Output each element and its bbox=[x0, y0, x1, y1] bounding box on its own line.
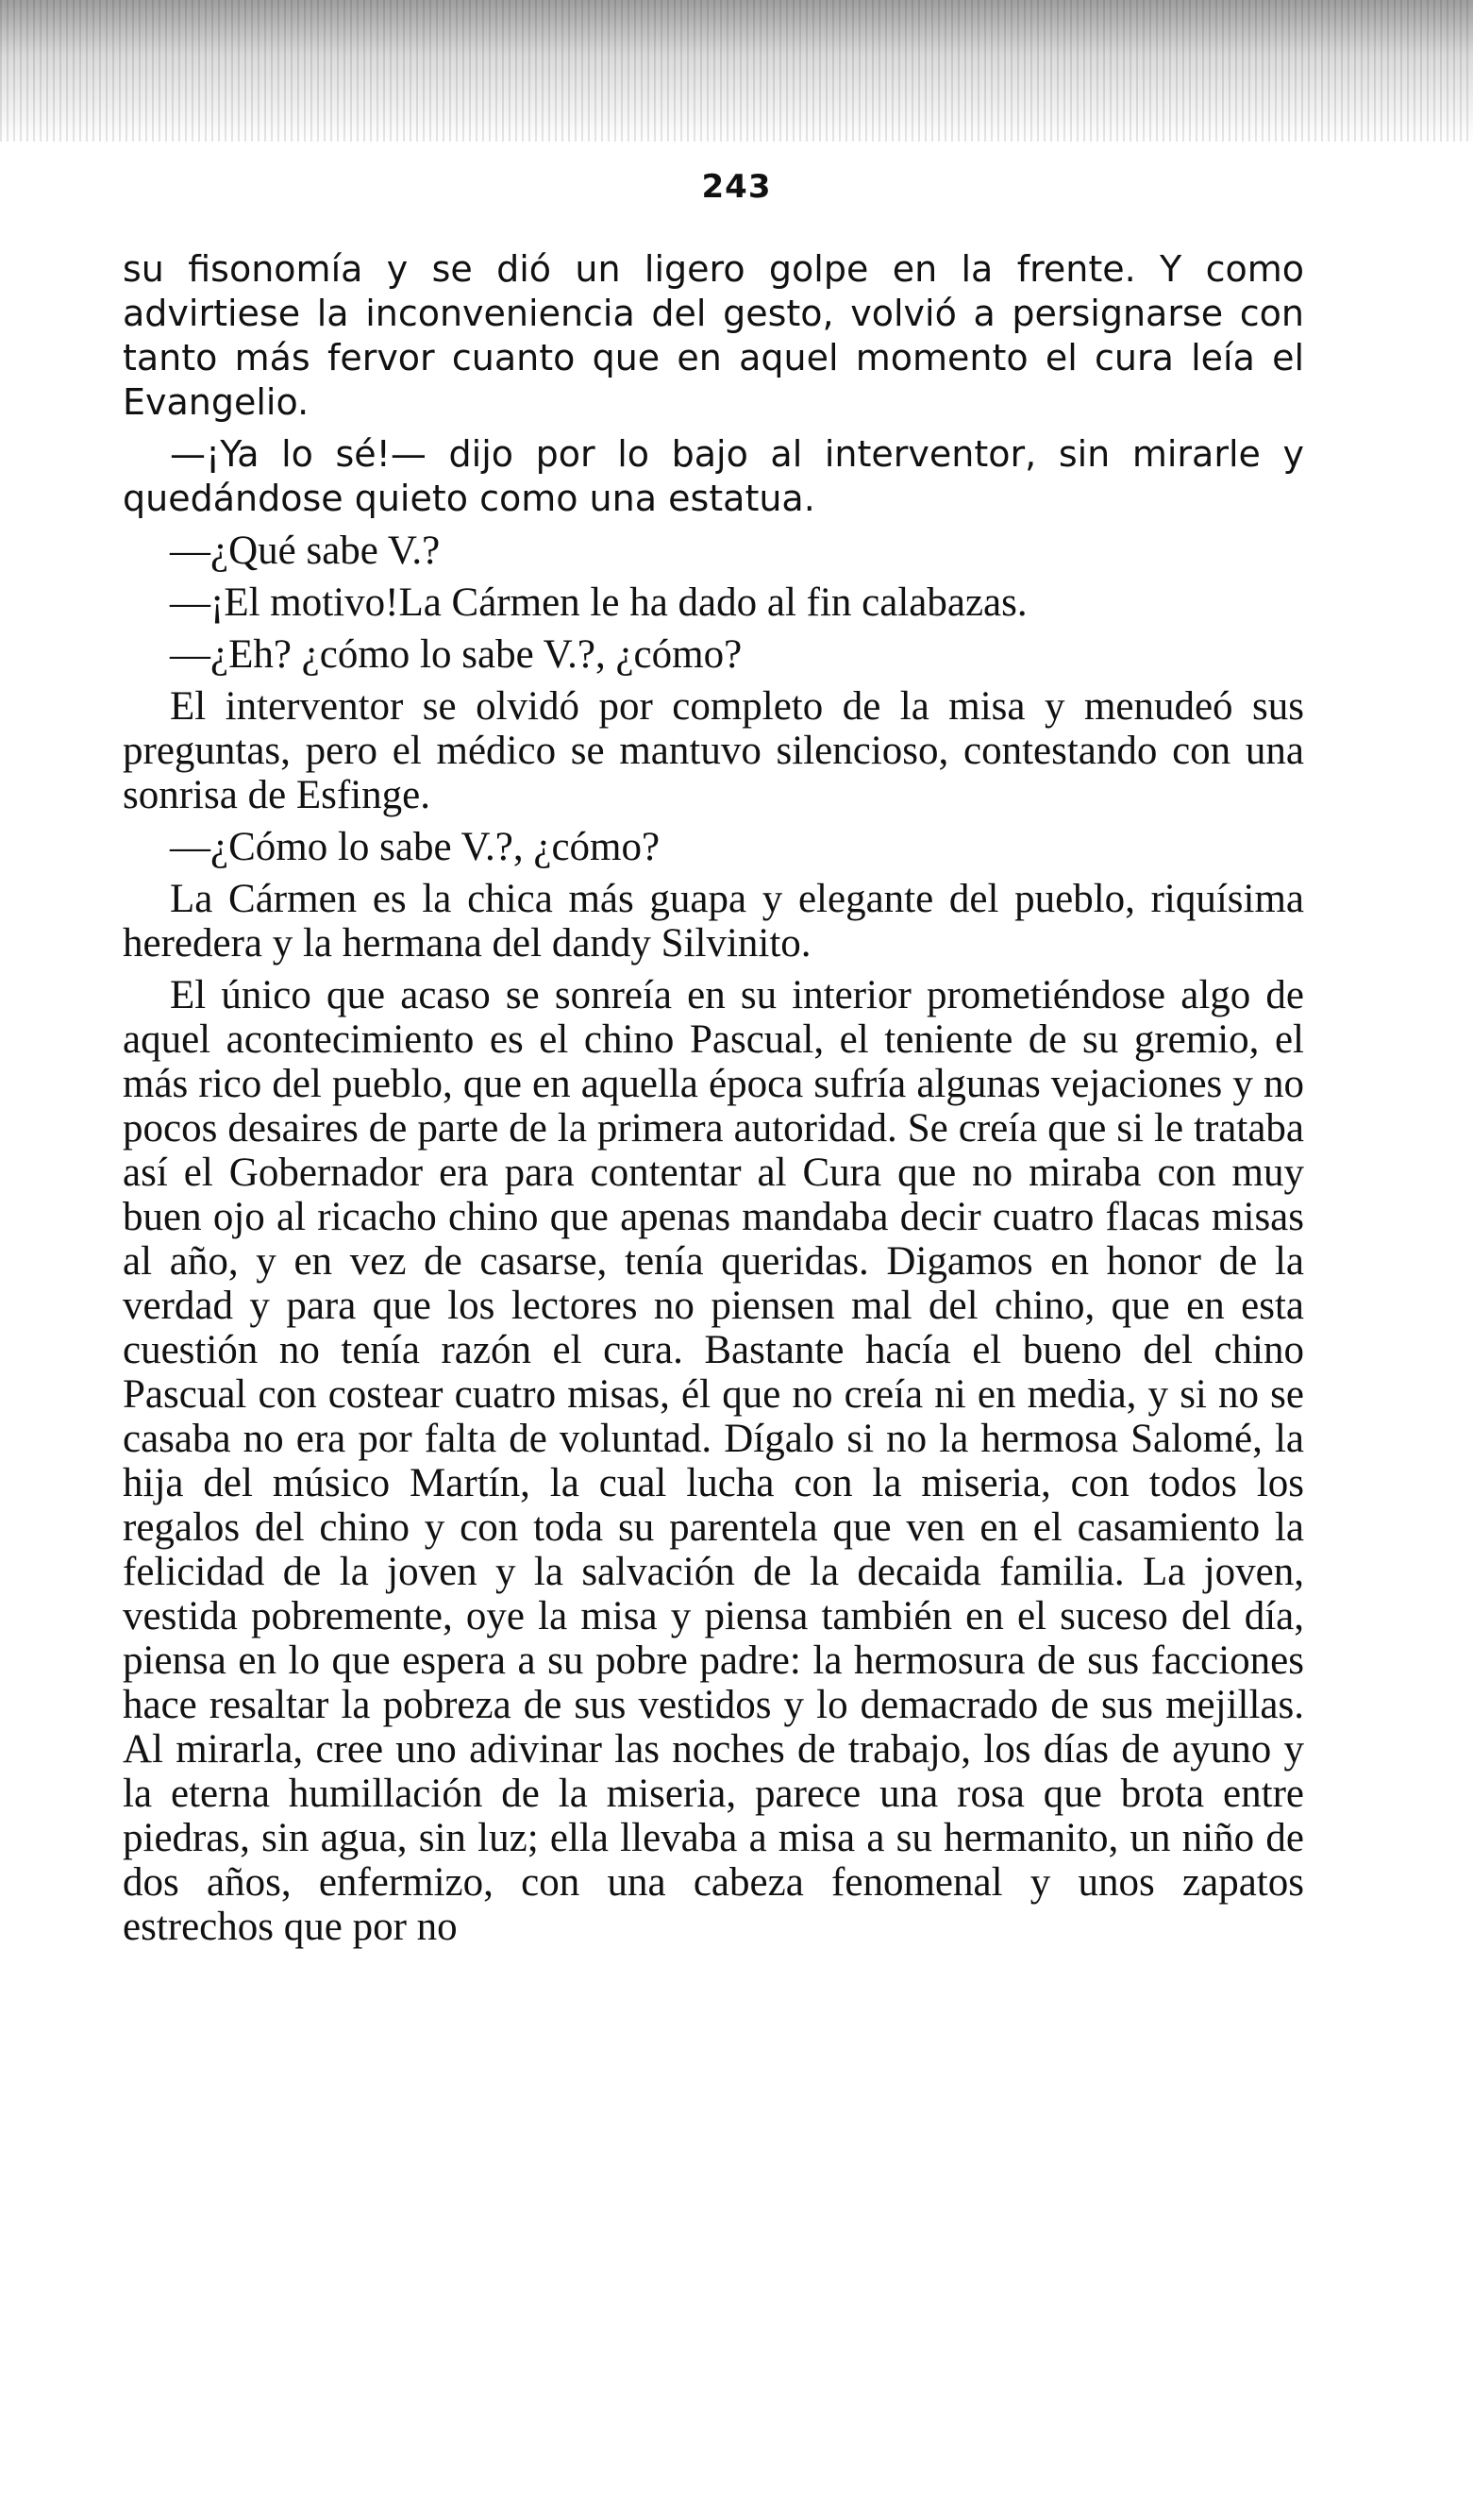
paragraph: —¡El motivo!La Cármen le ha dado al fin calabazas. bbox=[170, 580, 1028, 625]
page-number: 243 bbox=[701, 168, 772, 206]
paragraph: —¿Qué sabe V.? bbox=[170, 529, 441, 573]
paragraph: su fisonomía y se dió un ligero golpe en la frente. Y como advirtiese la inconveniencia del gesto, volvió a persignarse con tanto más fervor cuanto que en aquel momento el cura leía el Evangelio. bbox=[123, 248, 1304, 423]
paragraph: El único que acaso se sonreía en su interior prometiéndose algo de aquel acontecimiento es el chino Pascual, el teniente de su gremio, el más rico del pueblo, que en aquella época sufría algunas vejaciones y no pocos desaires de parte de la primera autoridad. Se creía que si le trataba así el Gobernador era para contentar al Cura que no miraba con muy buen ojo al ricacho chino que apenas mandaba decir cuatro flacas misas al año, y en vez de casarse, tenía queridas. Digamos en honor de la verdad y para que los lectores no piensen mal del chino, que en esta cuestión no tenía razón el cura. Bastante hacía el bueno del chino Pascual con costear cuatro misas, él que no creía ni en media, y si no se casaba no era por falta de voluntad. Dígalo si no la hermosa Salomé, la hija del músico Martín, la cual lucha con la miseria, con todos los regalos del chino y con toda su parentela que ven en el casamiento la felicidad de la joven y la salvación de la decaida familia. La joven, vestida pobremente, oye la misa y piensa también en el suceso del día, piensa en lo que espera a su pobre padre: la hermosura de sus facciones hace resaltar la pobreza de sus vestidos y lo demacrado de sus mejillas. Al mirarla, cree uno adivinar las noches de trabajo, los días de ayuno y la eterna humillación de la miseria, parece una rosa que brota entre piedras, sin agua, sin luz; ella llevaba a misa a su hermanito, un niño de dos años, enfermizo, con una cabeza fenomenal y unos zapatos estrechos que por no bbox=[123, 973, 1304, 1949]
scan-top-edge bbox=[0, 0, 1473, 142]
paragraph: —¡Ya lo sé!— dijo por lo bajo al interventor, sin mirarle y quedándose quieto como una estatua. bbox=[123, 433, 1304, 519]
paragraph: El interventor se olvidó por completo de la misa y menudeó sus preguntas, pero el médico se mantuvo silencioso, contestando con una sonrisa de Esfinge. bbox=[123, 684, 1304, 817]
page-body bbox=[123, 247, 1304, 1957]
paragraph: —¿Cómo lo sabe V.?, ¿cómo? bbox=[170, 825, 661, 869]
paragraph: La Cármen es la chica más guapa y elegante del pueblo, riquísima heredera y la hermana del dandy Silvinito. bbox=[123, 877, 1304, 966]
paragraph: —¿Eh? ¿cómo lo sabe V.?, ¿cómo? bbox=[170, 632, 743, 677]
